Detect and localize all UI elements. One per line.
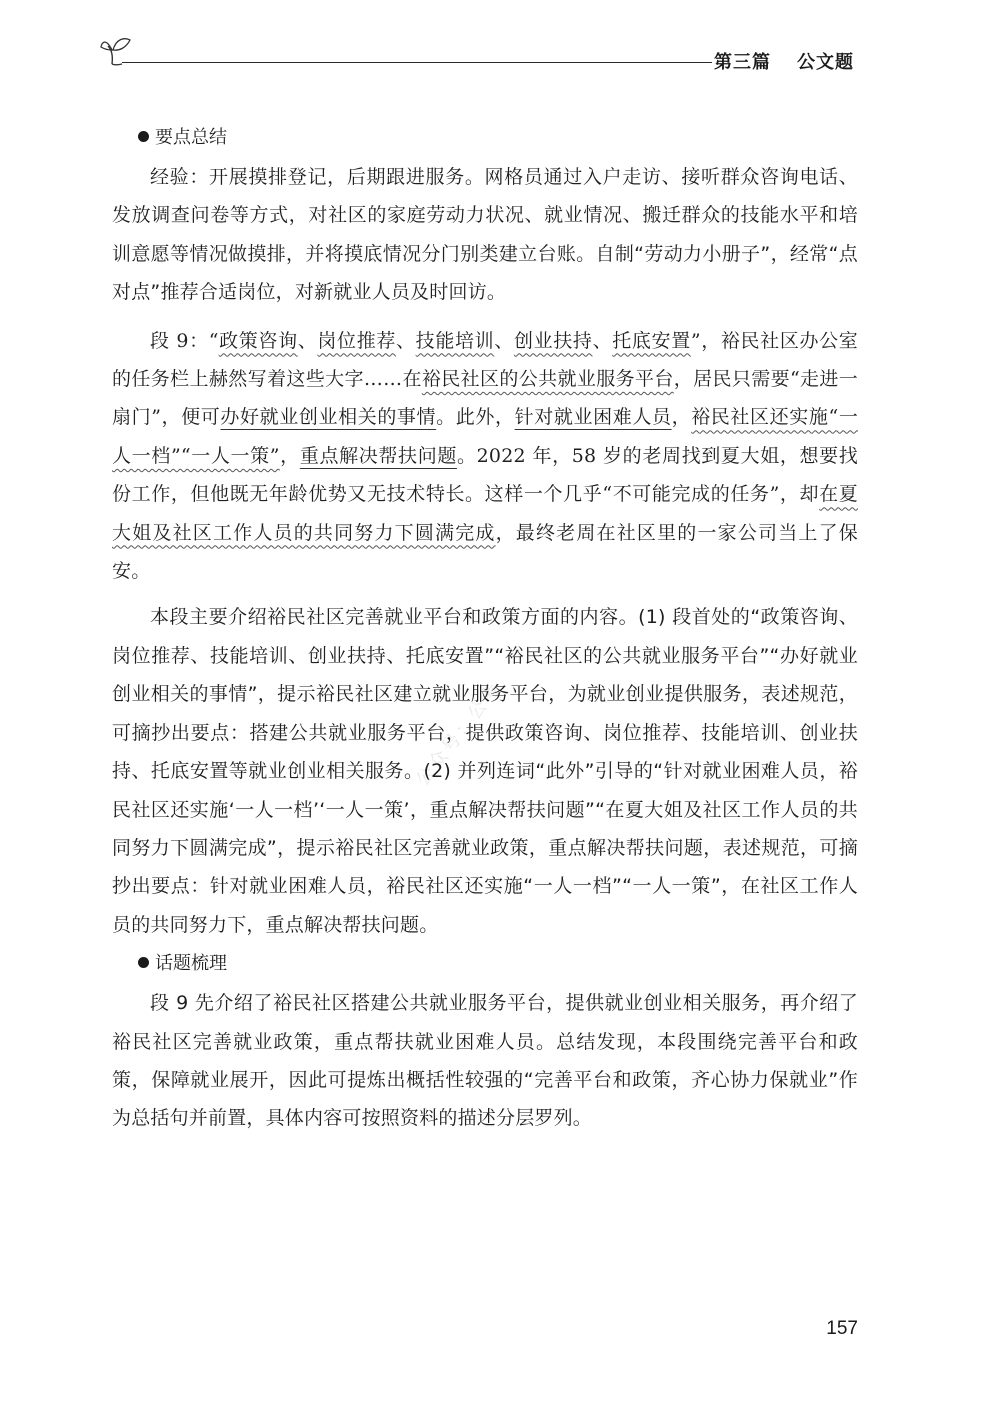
sprout-icon [100, 30, 136, 66]
page-header [100, 30, 860, 80]
quote-text: 。此外， [436, 406, 515, 429]
quote-text: 、 [297, 329, 318, 352]
topic-title: 话题梳理 [155, 953, 227, 975]
page-number: 157 [826, 1318, 858, 1339]
keyword-underlined: 重点解决帮扶问题 [299, 444, 457, 467]
watermark: 公众号：公考 [412, 677, 507, 791]
bullet-icon [138, 131, 149, 142]
experience-paragraph: 经验：开展摸排登记，后期跟进服务。网格员通过入户走访、接听群众咨询电话、发放调查问卷等方式，对社区的家庭劳动力状况、就业情况、搬迁群众的技能水平和培训意愿等情况做摸排，并将摸底情况分门别类建立台账。自制“劳动力小册子”，经常“点对点”推荐合适岗位，对新就业人员及时回访。 [112, 166, 858, 304]
main-content [112, 118, 858, 1138]
key-points-heading [138, 122, 858, 154]
keyword-underlined: 裕民社区的公共就业服务平台 [421, 368, 674, 391]
quote-text: 、 [396, 329, 416, 352]
keyword-underlined: 在夏大姐及社区工作人员的共同努力下圆满完成 [112, 483, 858, 544]
section-label: 公文题 [797, 52, 854, 73]
keyword-underlined: 政策咨询 [218, 329, 298, 352]
quote-text: ， [279, 444, 300, 467]
keyword-underlined: 技能培训 [415, 329, 495, 352]
keyword-underlined: 办好就业创业相关的事情 [220, 406, 437, 429]
header-rule [122, 62, 712, 63]
keyword-underlined: 创业扶持 [513, 329, 593, 352]
quote-text: 。2022 年，58 岁的老周找到夏大姐，想要找份工作，但他既无年龄优势又无技术特长。这样一个几乎“不可能完成的任务”，却 [112, 444, 858, 506]
keyword-underlined: 托底安置 [612, 329, 691, 352]
keyword-underlined: 岗位推荐 [317, 329, 397, 352]
chapter-label: 第三篇 [714, 52, 771, 73]
quote-text: 段 9：“ [150, 329, 219, 352]
quote-text: ， [671, 406, 692, 429]
quote-text: ，最终老周在社区里的一家公司当上了保安。 [112, 521, 858, 583]
keyword-underlined: 裕民社区还实施“一人一档”“一人一策” [112, 406, 859, 467]
topic-paragraph: 段 9 先介绍了裕民社区搭建公共就业服务平台，提供就业创业相关服务，再介绍了裕民社区完善就业政策，重点帮扶就业困难人员。总结发现，本段围绕完善平台和政策，保障就业展开，因此可提炼出概括性较强的“完善平台和政策，齐心协力保就业”作为总括句并前置，具体内容可按照资料的描述分层罗列。 [112, 992, 858, 1130]
keyword-underlined: 针对就业困难人员 [514, 406, 672, 429]
topic-heading [138, 948, 858, 980]
key-points-title: 要点总结 [155, 127, 227, 148]
header-title [714, 48, 854, 74]
bullet-icon [138, 957, 149, 968]
quote-text: 、 [592, 329, 613, 352]
analysis-paragraph: 本段主要介绍裕民社区完善就业平台和政策方面的内容。(1) 段首处的“政策咨询、岗位推荐、技能培训、创业扶持、托底安置”“裕民社区的公共就业服务平台”“办好就业创业相关的事情”，提示裕民社区建立就业服务平台，为就业创业提供服务，表述规范，可摘抄出要点：搭建公共就业服务平台，提供政策咨询、岗位推荐、技能培训、创业扶持、托底安置等就业创业相关服务。(2) 并列连词“此外”引导的“针对就业困难人员，裕民社区还实施‘一人一档’‘一人一策’，重点解决帮扶问题”“在夏大姐及社区工作人员的共同努力下圆满完成”，提示裕民社区完善就业政策，重点解决帮扶问题，表述规范，可摘抄出要点：针对就业困难人员，裕民社区还实施“一人一档”“一人一策”，在社区工作人员的共同努力下，重点解决帮扶问题。 [112, 606, 858, 936]
quote-text: ，居民只需要“走进一扇门”，便可 [112, 368, 858, 429]
source-quote-paragraph [112, 322, 858, 591]
quote-text: 、 [494, 329, 514, 352]
quote-text: ”，裕民社区办公室的任务栏上赫然写着这些大字……在 [112, 329, 858, 391]
